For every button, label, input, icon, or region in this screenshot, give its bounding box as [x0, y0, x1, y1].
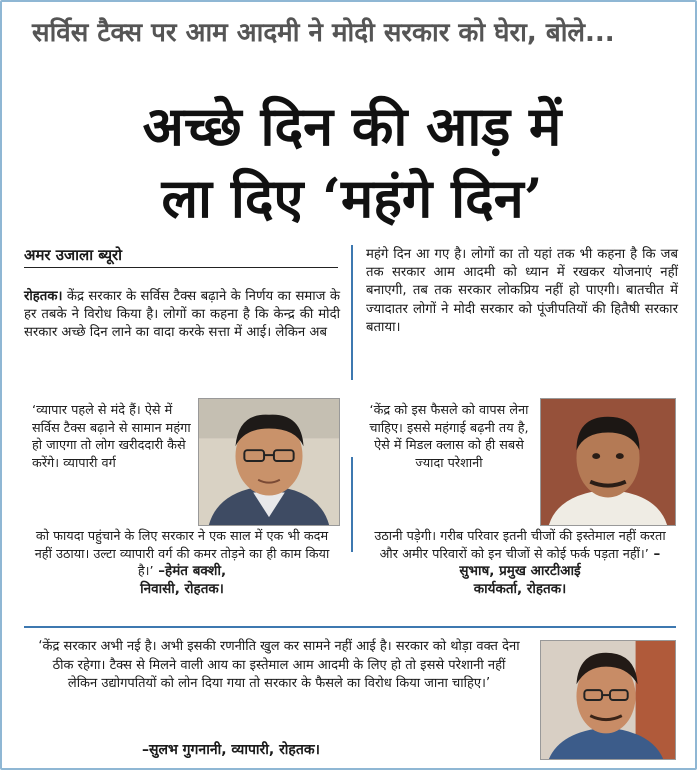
quote-bottom-attribution: –सुलभ गुगनानी, व्यापारी, रोहतक।	[142, 742, 320, 758]
headline-line-2: ला दिए ‘महंगे दिन’	[161, 166, 543, 230]
column-divider-top	[351, 245, 353, 380]
headline-line-1: अच्छे दिन की आड़ में	[142, 94, 562, 158]
body-left-text: केंद्र सरकार के सर्विस टैक्स बढ़ाने के निर्णय का समाज के हर तबके ने विरोध किया है। लोगों का कहना है कि केन्द्र की मोदी सरकार अच्छे दिन लाने का वादा करके सत्ता में आई। लेकिन अब	[24, 289, 340, 341]
quote-left-top: ‘व्यापार पहले से मंदे हैं। ऐसे में सर्विस टैक्स बढ़ाने से सामान महंगा हो जाएगा तो लोग खरीददारी कैसे करेंगे। व्यापारी वर्ग	[32, 403, 191, 471]
quote-right-attribution-1: –सुभाष, प्रमुख आरटीआई	[459, 545, 661, 580]
quote-bottom: ‘केंद्र सरकार अभी नई है। अभी इसकी रणनीति खुल कर सामने नहीं आई है। सरकार को थोड़ा वक्त देना ठीक रहेगा। टैक्स से मिलने वाली आय का इस्तेमाल आम आदमी के लिए हो तो इससे परेशानी नहीं लेकिन उद्योगपतियों को लोन दिया गया तो सरकार के फैसले का विरोध किया जाना चाहिए।’	[38, 639, 520, 691]
body-left-column	[24, 288, 340, 343]
quote-left-attribution-1: –हेमंत बक्शी,	[153, 563, 227, 580]
section-divider	[24, 626, 676, 628]
main-headline	[22, 90, 682, 234]
kicker-headline: सर्विस टैक्स पर आम आदमी ने मोदी सरकार को घेरा, बोले...	[32, 18, 615, 48]
portrait-subhash	[540, 398, 676, 526]
quote-right-attribution-2: कार्यकर्ता, रोहतक।	[473, 580, 567, 597]
portrait-hemant-bakshi	[198, 398, 340, 526]
quote-left-attribution-2: निवासी, रोहतक।	[140, 580, 224, 597]
quote-left-bottom-text: को फायदा पहुंचाने के लिए सरकार ने एक साल में एक भी कदम नहीं उठाया। उल्टा व्यापारी वर्ग की कमर तोड़ने का ही काम किया है।’	[34, 529, 330, 580]
quote-right-bottom	[364, 528, 676, 598]
byline: अमर उजाला ब्यूरो	[24, 245, 338, 268]
quote-left-bottom	[32, 528, 332, 598]
quote-right-bottom-text: उठानी पड़ेगी। गरीब परिवार इतनी चीजों की इस्तेमाल नहीं करता और अमीर परिवारों को इन चीजों से कोई फर्क पड़ता नहीं।’	[374, 529, 666, 562]
dateline: रोहतक।	[24, 289, 63, 304]
quote-right-top: ‘केंद्र को इस फैसले को वापस लेना चाहिए। इससे महंगाई बढ़नी तय है, ऐसे में मिडल क्लास को ही सबसे ज्यादा परेशानी	[369, 403, 529, 471]
column-divider-bottom	[351, 457, 353, 552]
portrait-sulabh-gugnani	[540, 640, 676, 760]
body-right-column: महंगे दिन आ गए है। लोगों का तो यहां तक भी कहना है कि जब तक सरकार आम आदमी को ध्यान में रखकर योजनाएं नहीं बनाएगी, तब तक सरकार लोकप्रिय नहीं हो पाएगी। बातचीत में ज्यादातर लोगों ने मोदी सरकार को पूंजीपतियों की हितैषी सरकार बताया।	[366, 247, 678, 335]
